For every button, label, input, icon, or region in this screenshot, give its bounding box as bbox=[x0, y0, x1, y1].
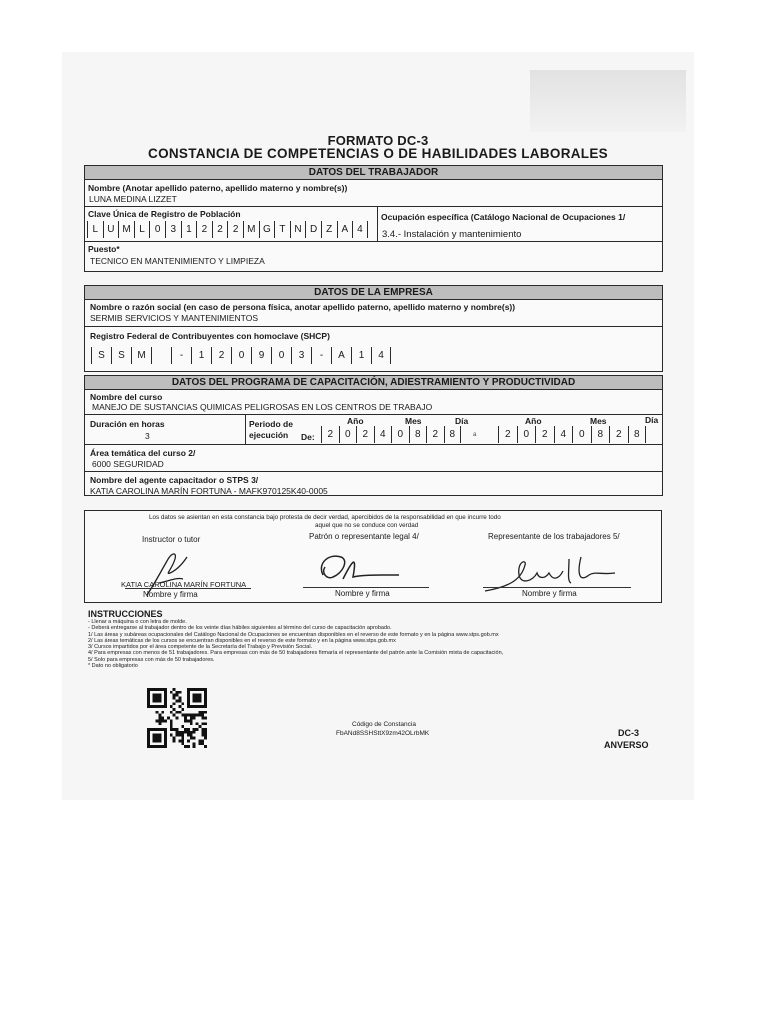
protesta-line-1: Los datos se asientan en esta constancia bajo protesta de decir verdad, apercibidos de la responsabilidad en que incurre todo bbox=[149, 514, 501, 521]
instructor-nombre-firma: Nombre y firma bbox=[143, 590, 198, 599]
rfc-char-cell: 1 bbox=[191, 347, 211, 364]
curp-char-cell: L bbox=[87, 221, 103, 238]
curp-char-cell: 2 bbox=[196, 221, 212, 238]
rfc-char-cell bbox=[151, 347, 171, 364]
curp-char-cell: A bbox=[337, 221, 353, 238]
representante-nombre-firma: Nombre y firma bbox=[522, 589, 577, 598]
rfc-char-cell: 4 bbox=[371, 347, 391, 364]
ocupacion-label: Ocupación específica (Catálogo Nacional de Ocupaciones 1/ bbox=[381, 212, 626, 222]
fecha-de-digit-cell: 2 bbox=[356, 426, 374, 443]
form-side: ANVERSO bbox=[604, 740, 649, 750]
curp-char-cell: Z bbox=[321, 221, 337, 238]
curso-label: Nombre del curso bbox=[90, 392, 163, 402]
instruction-line: 2/ Las áreas temáticas de los cursos se encuentran disponibles en el reverso de este formato y en la página www.stps.gob.mx bbox=[88, 637, 396, 644]
format-title: FORMATO DC-3 bbox=[327, 133, 429, 148]
curp-char-cell: L bbox=[134, 221, 150, 238]
rfc-char-cell: - bbox=[171, 347, 191, 364]
rfc-char-cell: 9 bbox=[251, 347, 271, 364]
curso-value: MANEJO DE SUSTANCIAS QUIMICAS PELIGROSAS EN LOS CENTROS DE TRABAJO bbox=[92, 402, 433, 412]
codigo-label: Código de Constancia bbox=[352, 721, 416, 728]
rfc-char-cell: S bbox=[111, 347, 131, 364]
rfc-char-cell: A bbox=[331, 347, 351, 364]
instruction-line: * Dato no obligatorio bbox=[88, 663, 138, 670]
dia-a-label: Día bbox=[645, 415, 659, 425]
rfc-char-cell: 3 bbox=[291, 347, 311, 364]
fecha-a-digit-cell: 0 bbox=[572, 426, 591, 443]
agente-label: Nombre del agente capacitador o STPS 3/ bbox=[90, 475, 259, 485]
programa-header: DATOS DEL PROGRAMA DE CAPACITACIÓN, ADIESTRAMIENTO Y PRODUCTIVIDAD bbox=[85, 376, 662, 390]
periodo-label-1: Periodo de bbox=[249, 419, 293, 429]
form-code: DC-3 bbox=[618, 728, 640, 738]
curp-char-cell: M bbox=[118, 221, 134, 238]
curp-label: Clave Única de Registro de Población bbox=[88, 209, 241, 219]
fecha-de-digit-cell: 0 bbox=[339, 426, 357, 443]
nombre-value: LUNA MEDINA LIZZET bbox=[89, 194, 177, 204]
instruction-line: 4/ Para empresas con menos de 51 trabajadores. Para empresas con más de 50 trabajadores firmaría el representante del patrón ante la Comisión mixta de capacitación, bbox=[88, 650, 504, 657]
curp-char-cell: U bbox=[103, 221, 119, 238]
nombre-label: Nombre (Anotar apellido paterno, apellido materno y nombre(s)) bbox=[88, 183, 348, 193]
fecha-de-cells bbox=[321, 426, 461, 443]
anio-de-label: Año bbox=[347, 416, 364, 426]
fecha-a-digit-cell: 8 bbox=[591, 426, 610, 443]
instrucciones-list bbox=[88, 619, 648, 669]
fecha-de-digit-cell: 4 bbox=[374, 426, 392, 443]
empresa-section bbox=[84, 285, 663, 372]
instruction-line: 5/ Solo para empresas con más de 50 trabajadores. bbox=[88, 656, 215, 663]
fecha-de-digit-cell: 2 bbox=[321, 426, 339, 443]
main-title: CONSTANCIA DE COMPETENCIAS O DE HABILIDADES LABORALES bbox=[148, 146, 608, 161]
fecha-de-digit-cell: 2 bbox=[426, 426, 444, 443]
fecha-a-digit-cell: 0 bbox=[517, 426, 536, 443]
curp-char-cell: M bbox=[243, 221, 259, 238]
scan-shadow bbox=[530, 70, 686, 132]
curp-char-cell: 2 bbox=[212, 221, 228, 238]
duracion-value: 3 bbox=[145, 431, 150, 441]
rfc-label: Registro Federal de Contribuyentes con homoclave (SHCP) bbox=[90, 331, 330, 341]
rfc-char-cell: 2 bbox=[211, 347, 231, 364]
rfc-char-cell: 0 bbox=[231, 347, 251, 364]
fecha-a-digit-cell: 2 bbox=[535, 426, 554, 443]
trabajador-section bbox=[84, 165, 663, 272]
periodo-label-2: ejecución bbox=[249, 430, 289, 440]
instruction-line: - Deberá entregarse al trabajador dentro de los veinte días hábiles siguientes al término del curso de capacitación aprobado. bbox=[88, 625, 392, 632]
fecha-de-digit-cell: 8 bbox=[409, 426, 427, 443]
curp-cells bbox=[87, 221, 368, 238]
de-label: De: bbox=[301, 432, 315, 442]
curp-char-cell: 0 bbox=[149, 221, 165, 238]
mes-a-label: Mes bbox=[590, 416, 607, 426]
fecha-a-digit-cell: 2 bbox=[609, 426, 628, 443]
dia-de-label: Día bbox=[455, 416, 469, 426]
instruction-line: 1/ Las áreas y subáreas ocupacionales del Catálogo Nacional de Ocupaciones se encuentran disponibles en el reverso de este formato y en la página www.stps.gob.mx bbox=[88, 631, 499, 638]
instruction-line: 3/ Cursos impartidos por el área competente de la Secretaría del Trabajo y Previsión Social. bbox=[88, 644, 313, 651]
trabajador-header: DATOS DEL TRABAJADOR bbox=[85, 166, 662, 180]
ocupacion-value: 3.4.- Instalación y mantenimiento bbox=[382, 229, 522, 240]
puesto-label: Puesto* bbox=[88, 244, 120, 254]
codigo-value: FbANd8SSHSttX9zm42OLrbMK bbox=[336, 730, 430, 737]
rfc-char-cell: S bbox=[91, 347, 111, 364]
area-value: 6000 SEGURIDAD bbox=[92, 459, 164, 469]
a-label: a bbox=[473, 432, 477, 438]
patron-nombre-firma: Nombre y firma bbox=[335, 589, 390, 598]
protesta-line-2: aquel que no se conduce con verdad bbox=[315, 522, 419, 529]
razon-social-label: Nombre o razón social (en caso de persona física, anotar apellido paterno, apellido materno y nombre(s)) bbox=[90, 302, 516, 312]
razon-social-value: SERMIB SERVICIOS Y MANTENIMIENTOS bbox=[90, 313, 258, 323]
rfc-char-cell: M bbox=[131, 347, 151, 364]
fecha-a-digit-cell: 2 bbox=[498, 426, 517, 443]
rfc-cells bbox=[91, 347, 391, 364]
instrucciones-title: INSTRUCCIONES bbox=[88, 609, 163, 619]
programa-section bbox=[84, 375, 663, 496]
rfc-char-cell: 0 bbox=[271, 347, 291, 364]
representante-label: Representante de los trabajadores 5/ bbox=[488, 532, 620, 541]
fecha-a-digit-cell: 8 bbox=[628, 426, 647, 443]
curp-char-cell: 2 bbox=[227, 221, 243, 238]
agente-value: KATIA CAROLINA MARÍN FORTUNA - MAFK970125K40-0005 bbox=[90, 486, 328, 496]
firmas-section bbox=[84, 510, 662, 603]
patron-label: Patrón o representante legal 4/ bbox=[309, 532, 419, 541]
instruction-line: - Llenar a máquina o con letra de molde. bbox=[88, 619, 187, 625]
rfc-char-cell: - bbox=[311, 347, 331, 364]
duracion-label: Duración en horas bbox=[90, 419, 165, 429]
mes-de-label: Mes bbox=[405, 416, 422, 426]
fecha-a-digit-cell: 4 bbox=[554, 426, 573, 443]
qr-code bbox=[145, 688, 209, 748]
fecha-de-digit-cell: 0 bbox=[391, 426, 409, 443]
curp-char-cell: N bbox=[290, 221, 306, 238]
curp-char-cell: G bbox=[259, 221, 275, 238]
area-label: Área temática del curso 2/ bbox=[90, 448, 196, 458]
anio-a-label: Año bbox=[525, 416, 542, 426]
curp-char-cell: 1 bbox=[181, 221, 197, 238]
rfc-char-cell: 1 bbox=[351, 347, 371, 364]
instructor-label: Instructor o tutor bbox=[142, 535, 201, 544]
curp-char-cell: T bbox=[274, 221, 290, 238]
curp-char-cell: 4 bbox=[352, 221, 368, 238]
empresa-header: DATOS DE LA EMPRESA bbox=[85, 286, 662, 300]
curp-char-cell: D bbox=[305, 221, 321, 238]
fecha-a-cells bbox=[498, 426, 646, 443]
fecha-de-digit-cell: 8 bbox=[444, 426, 462, 443]
curp-char-cell: 3 bbox=[165, 221, 181, 238]
puesto-value: TECNICO EN MANTENIMIENTO Y LIMPIEZA bbox=[90, 256, 265, 266]
instructor-name: KATIA CAROLINA MARÍN FORTUNA bbox=[121, 580, 247, 589]
